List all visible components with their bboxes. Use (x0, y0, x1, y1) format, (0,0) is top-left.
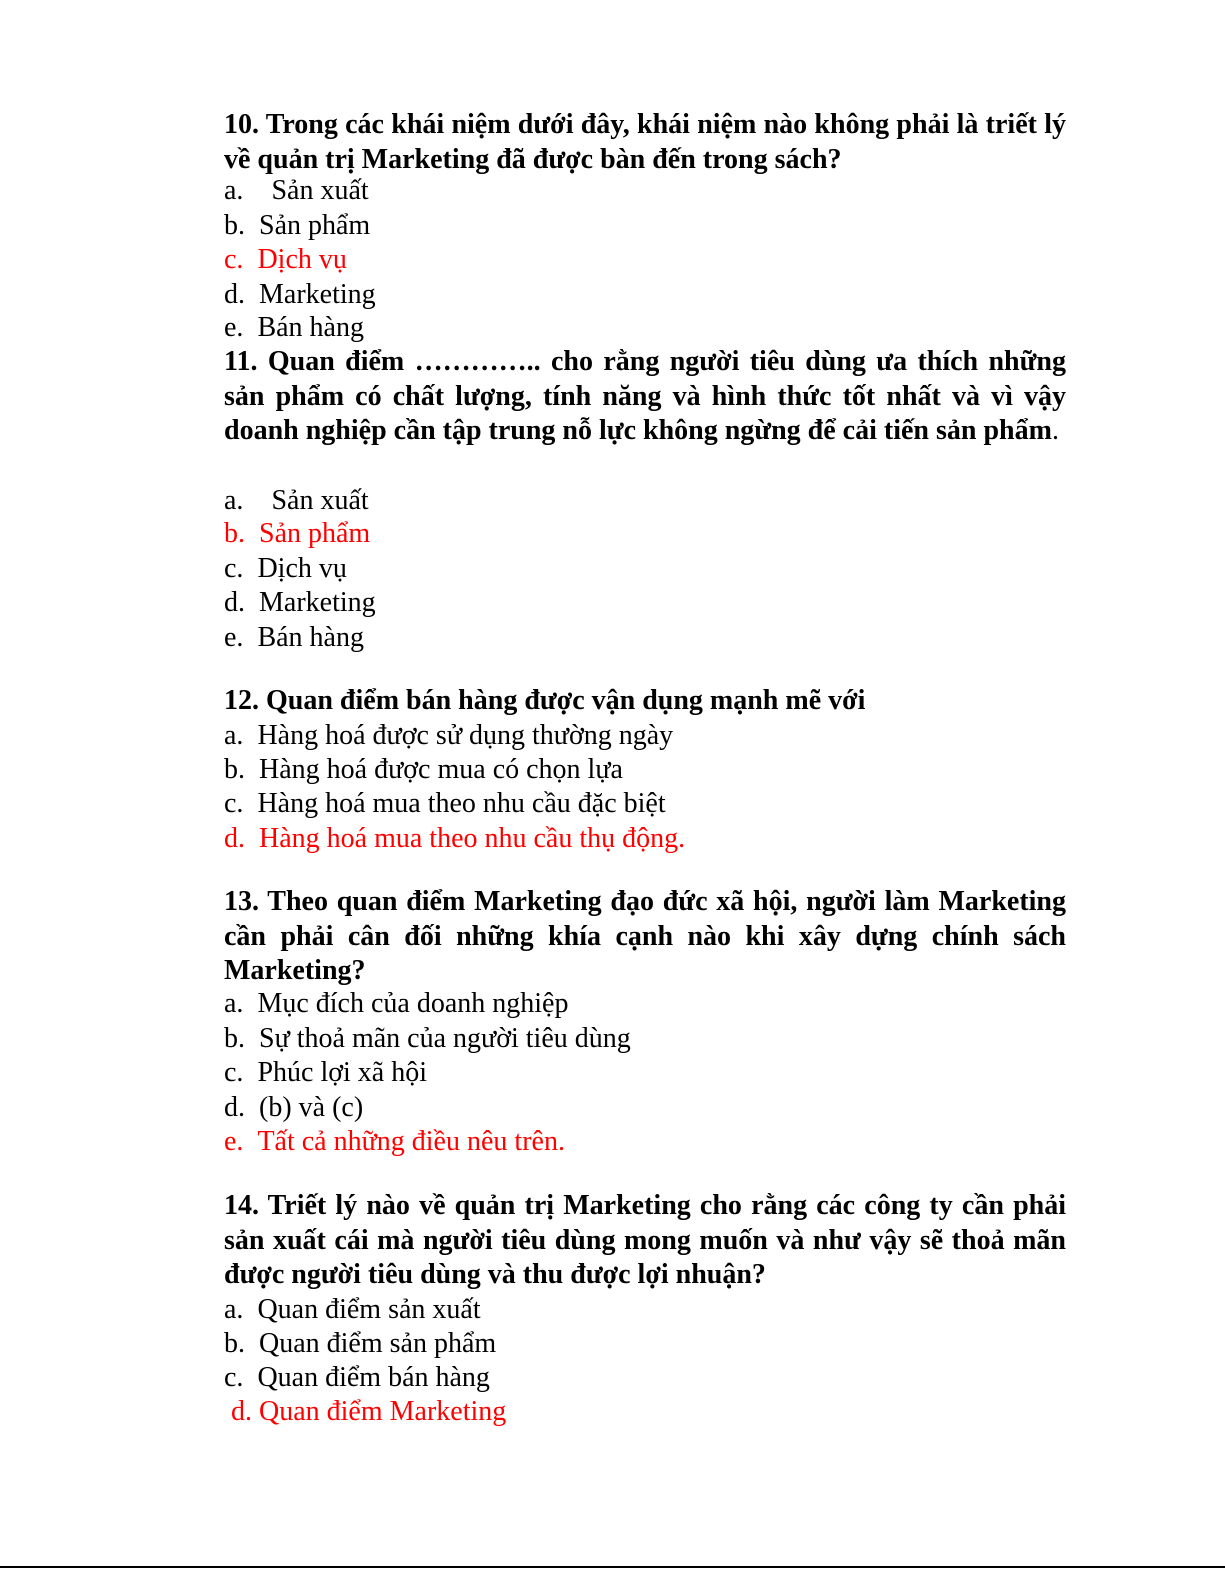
question-number: 14. (224, 1190, 259, 1221)
option-13-a: a. Mục đích của doanh nghiệp (224, 988, 569, 1019)
question-number: 13. (224, 886, 259, 917)
option-12-a: a. Hàng hoá được sử dụng thường ngày (224, 720, 674, 751)
question-text: Theo quan điểm Marketing đạo đức xã hội, người làm Marketing cần phải cân đối những khía cạnh nào khi xây dựng chính sách Marketing? (224, 886, 1066, 986)
option-11-b-correct: b. Sản phẩm (224, 518, 371, 549)
question-text: Trong các khái niệm dưới đây, khái niệm nào không phải là triết lý về quản trị Marketing đã được bàn đến trong sách? (224, 109, 1066, 175)
question-text: Quan điểm ………….. cho rằng người tiêu dùng ưa thích những sản phẩm có chất lượng, tính năng và hình thức tốt nhất và vì vậy doanh nghiệp cần tập trung nỗ lực không ngừng để cải tiến sản phẩm (224, 346, 1066, 446)
question-number: 10. (224, 109, 259, 140)
option-10-d: d. Marketing (224, 279, 376, 310)
option-10-a: a. Sản xuất (224, 175, 369, 206)
option-14-d-correct: d. Quan điểm Marketing (231, 1396, 507, 1427)
page-bottom-rule (0, 1566, 1225, 1568)
question-11: 11. Quan điểm ………….. cho rằng người tiêu dùng ưa thích những sản phẩm có chất lượng, tính năng và hình thức tốt nhất và vì vậy doanh nghiệp cần tập trung nỗ lực không ngừng để cải tiến sản phẩm. (224, 346, 1066, 446)
option-10-b: b. Sản phẩm (224, 210, 371, 241)
option-13-b: b. Sự thoả mãn của người tiêu dùng (224, 1023, 631, 1054)
option-13-e-correct: e. Tất cả những điều nêu trên. (224, 1126, 565, 1157)
option-10-e: e. Bán hàng (224, 312, 364, 343)
question-number: 12. (224, 685, 259, 716)
option-11-a: a. Sản xuất (224, 485, 369, 516)
option-11-c: c. Dịch vụ (224, 553, 347, 584)
question-12 (224, 684, 1066, 719)
option-14-a: a. Quan điểm sản xuất (224, 1294, 481, 1325)
option-11-d: d. Marketing (224, 587, 376, 618)
option-12-b: b. Hàng hoá được mua có chọn lựa (224, 754, 623, 785)
question-13 (224, 885, 1066, 989)
option-13-d: d. (b) và (c) (224, 1092, 364, 1123)
option-12-d-correct: d. Hàng hoá mua theo nhu cầu thụ động. (224, 823, 686, 854)
option-10-c-correct: c. Dịch vụ (224, 244, 347, 275)
question-number: 11. (224, 346, 258, 377)
option-12-c: c. Hàng hoá mua theo nhu cầu đặc biệt (224, 788, 666, 819)
question-text: Triết lý nào về quản trị Marketing cho rằng các công ty cần phải sản xuất cái mà người tiêu dùng mong muốn và như vậy sẽ thoả mãn được người tiêu dùng và thu được lợi nhuận? (224, 1190, 1067, 1290)
question-text: Quan điểm bán hàng được vận dụng mạnh mẽ với (266, 685, 866, 716)
question-10 (224, 108, 1066, 177)
question-14 (224, 1189, 1066, 1293)
option-11-e: e. Bán hàng (224, 622, 364, 653)
option-14-c: c. Quan điểm bán hàng (224, 1362, 490, 1393)
option-14-b: b. Quan điểm sản phẩm (224, 1328, 497, 1359)
option-13-c: c. Phúc lợi xã hội (224, 1057, 428, 1088)
